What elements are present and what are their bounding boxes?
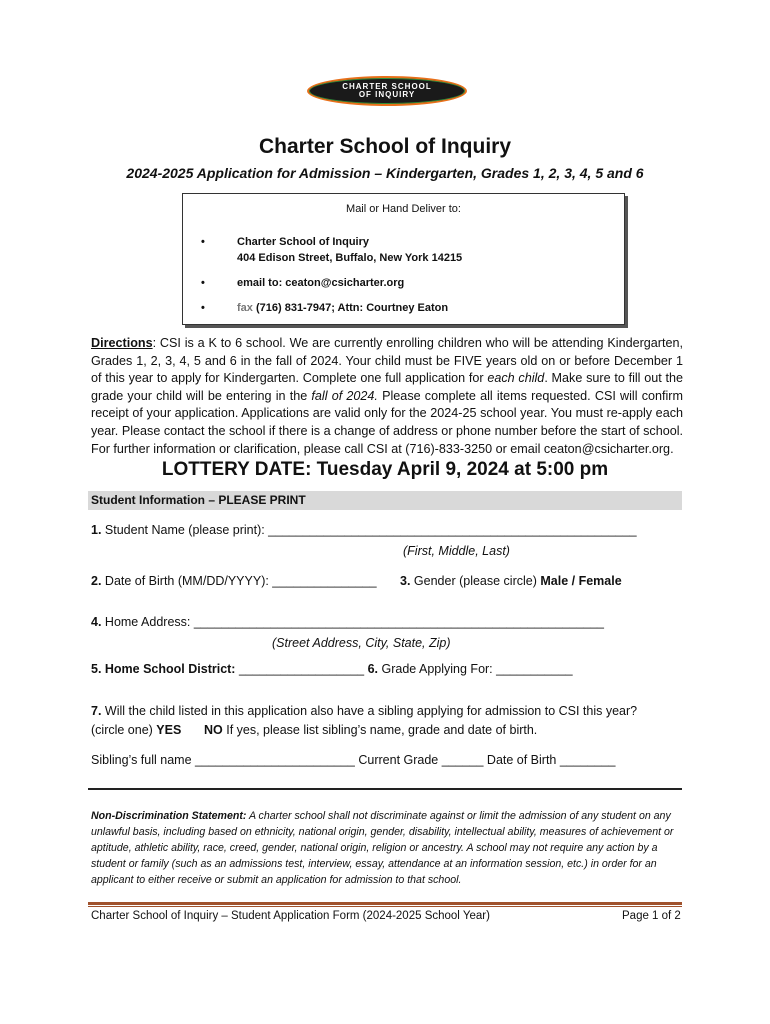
directions-emphasis-1: each child: [487, 371, 545, 386]
section-title: Student Information – PLEASE PRINT: [91, 493, 306, 507]
q2-label: Date of Birth (MM/DD/YYYY): _______________: [101, 574, 377, 588]
q7-circle-label: (circle one): [91, 723, 157, 737]
no-option[interactable]: NO: [204, 723, 223, 737]
section-header: [88, 491, 682, 510]
bullet-icon: •: [201, 236, 205, 248]
yes-option[interactable]: YES: [156, 723, 182, 737]
mail-instructions-box: [182, 193, 625, 325]
q5-label: 5. Home School District:: [91, 662, 236, 676]
mail-list: [201, 234, 462, 325]
q6-number: 6.: [367, 662, 379, 676]
home-district-field[interactable]: [91, 662, 573, 676]
directions-paragraph: [91, 335, 683, 458]
mail-school-name: Charter School of Inquiry: [237, 236, 370, 248]
directions-text-2: . Make sure to fill out the grade your child will be entering in the: [91, 371, 683, 403]
q5-blank: __________________: [235, 662, 368, 676]
q1-number: 1.: [91, 523, 102, 537]
q1-label: Student Name (please print): _____________________________________________________: [101, 523, 637, 537]
date-of-birth-field[interactable]: [91, 574, 377, 588]
mail-item-address: [201, 234, 462, 266]
directions-text-3: Please complete all items requested. CSI will confirm receipt of your application. Applications are valid only for the 2024-25 school year. You must re-apply each year. Please contact the school if there is a change of address or phone number before the start of school. For further information or clarification, please call CSI at (716)-833-3250 or email ceaton@csicharter.org.: [91, 388, 683, 456]
mail-item-email: [201, 275, 462, 291]
nondisc-label: Non-Discrimination Statement:: [91, 810, 247, 822]
home-address-hint: (Street Address, City, State, Zip): [272, 636, 451, 650]
home-address-field[interactable]: [91, 615, 604, 629]
q3-number: 3.: [400, 574, 411, 588]
section-divider: [88, 788, 682, 790]
lottery-date: LOTTERY DATE: Tuesday April 9, 2024 at 5:00 pm: [161, 459, 609, 480]
q4-label: Home Address: ___________________________________________________________: [101, 615, 605, 629]
non-discrimination-statement: [91, 808, 687, 888]
student-name-hint: (First, Middle, Last): [403, 544, 510, 558]
bullet-icon: •: [201, 302, 205, 314]
q7-instructions: If yes, please list sibling’s name, grade and date of birth.: [222, 723, 538, 737]
q7-label: Will the child listed in this application also have a sibling applying for admission to CSI this year?: [101, 704, 638, 718]
mail-heading: Mail or Hand Deliver to:: [346, 203, 461, 215]
q2-number: 2.: [91, 574, 102, 588]
sibling-question: [91, 704, 637, 718]
sibling-answer: [91, 723, 181, 737]
mail-address: 404 Edison Street, Buffalo, New York 14215: [237, 252, 463, 264]
footer-divider: [88, 902, 682, 905]
directions-label: Directions: [91, 336, 153, 350]
directions-text-1: : CSI is a K to 6 school. We are currently enrolling children who will be attending Kindergarten, Grades 1, 2, 3, 4, 5 and 6 in the fall of 2024. Your child must be FIVE years old on or before December 1 of this year to apply for Kindergarten. Complete one full application for: [91, 336, 683, 386]
logo-text-line1: CHARTER SCHOOL: [342, 82, 432, 91]
mail-email[interactable]: email to: ceaton@csicharter.org: [237, 277, 405, 289]
directions-emphasis-2: fall of 2024.: [311, 388, 378, 403]
footer-text: Charter School of Inquiry – Student Application Form (2024-2025 School Year): [91, 910, 490, 922]
page-title: Charter School of Inquiry: [258, 135, 512, 158]
q4-number: 4.: [91, 615, 102, 629]
gender-options[interactable]: Male / Female: [540, 574, 622, 588]
school-logo: [307, 76, 467, 106]
page-number: Page 1 of 2: [622, 910, 681, 922]
footer-divider-thin: [88, 906, 682, 907]
gender-field[interactable]: [400, 574, 622, 588]
student-name-field[interactable]: [91, 523, 637, 537]
mail-fax: (716) 831-7947; Attn: Courtney Eaton: [255, 302, 449, 314]
mail-item-fax: [201, 300, 462, 316]
q3-label: Gender (please circle): [410, 574, 541, 588]
logo-text-line2: OF INQUIRY: [358, 90, 416, 99]
q7-number: 7.: [91, 704, 102, 718]
bullet-icon: •: [201, 277, 205, 289]
mail-fax-label: fax: [237, 302, 253, 314]
q6-label: Grade Applying For: ___________: [378, 662, 573, 676]
sibling-details-field[interactable]: Sibling’s full name _______________________ Current Grade ______ Date of Birth ________: [91, 753, 616, 767]
nondisc-text: A charter school shall not discriminate against or limit the admission of any student on any unlawful basis, including based on ethnicity, national origin, gender, disability, intellectual ability, measures of achievement or aptitude, athletic ability, race, creed, gender, national origin, religion or ancestry. A school may not require any action by a student or family (such as an admissions test, interview, essay, attendance at an information session, etc.) in order for an applicant to either receive or submit an application for admission to that school.: [91, 810, 674, 886]
sibling-answer-no: [204, 723, 537, 737]
page-subtitle: 2024-2025 Application for Admission – Kindergarten, Grades 1, 2, 3, 4, 5 and 6: [126, 165, 644, 181]
